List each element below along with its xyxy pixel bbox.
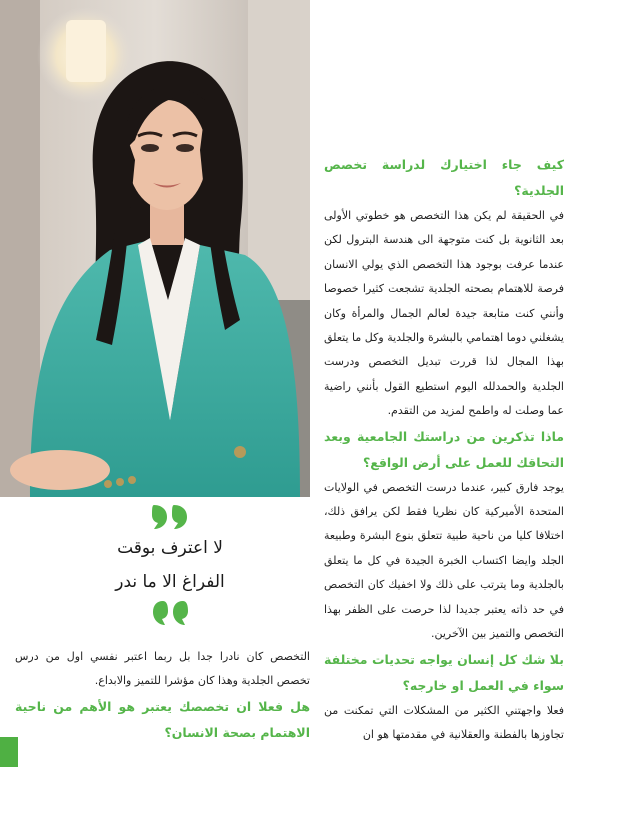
question-2: ماذا تذكرين من دراستك الجامعية وبعد التحاقك للعمل على أرض الواقع؟ bbox=[324, 428, 564, 470]
answer-3: فعلا واجهتني الكثير من المشكلات التي تمكنت من تجاوزها بالفطنة والعقلانية في مقدمتها هو ان bbox=[324, 703, 564, 741]
quote-close-icon bbox=[150, 599, 190, 627]
pull-quote bbox=[30, 503, 310, 627]
answer-3-continued: التخصص كان نادرا جدا بل ربما اعتبر نفسي اول من درس تخصص الجلدية وهذا كان مؤشرا للتميز والابداع. bbox=[15, 650, 310, 688]
pull-quote-line-1: لا اعترف بوقت bbox=[117, 538, 223, 558]
quote-open-icon bbox=[150, 503, 190, 531]
question-4: هل فعلا ان تخصصك يعتبر هو الأهم من ناحية الاهتمام بصحة الانسان؟ bbox=[15, 698, 310, 740]
pull-quote-line-2: الفراغ الا ما ندر bbox=[115, 572, 225, 592]
page-tab-marker bbox=[0, 737, 18, 767]
answer-2: يوجد فارق كبير، عندما درست التخصص في الولايات المتحدة الأميركية كان نظريا فقط لكن يرافق ذلك، اختلافا كليا من ناحية طبية تتعلق بنوع البشرة وطبيعة الجلد وايضا اكتساب الخبرة الجيدة في كل ما يتعلق بالجلدية وما يترتب على ذلك ولا اخفيك كان التخصص في حد ذاته يعتبر جديدا لذا حرصت على الظفر بهذا التخصص والتميز بين الآخرين. bbox=[324, 480, 564, 641]
answer-1: في الحقيقة لم يكن هذا التخصص هو خطوتي الأولى بعد الثانوية بل كنت متوجهة الى هندسة البترول لكن عندما عرفت بوجود هذا التخصص الذي يولي الانسان فرصة للاهتمام بصحته الجلدية تشجعت كثيرا خصوصا وأنني كنت متابعة جيدة لعالم الجمال والمرأة وكان يشغلني دوما اهتمامي بالبشرة والجلدية وكل ما يتعلق بهذا المجال لذا قررت تبديل التخصص ودرست الجلدية والحمدلله اليوم استطيع القول بأنني راضية عما وصلت له واطمح لمزيد من التقدم. bbox=[324, 209, 564, 418]
article-left-column bbox=[15, 645, 310, 746]
question-3: بلا شك كل إنسان يواجه تحديات مختلفة سواء في العمل او خارجه؟ bbox=[324, 651, 564, 693]
portrait-photo bbox=[0, 0, 310, 497]
article-right-column bbox=[324, 152, 564, 747]
portrait-illustration bbox=[0, 0, 310, 497]
question-1: كيف جاء اختيارك لدراسة تخصص الجلدية؟ bbox=[324, 157, 564, 198]
